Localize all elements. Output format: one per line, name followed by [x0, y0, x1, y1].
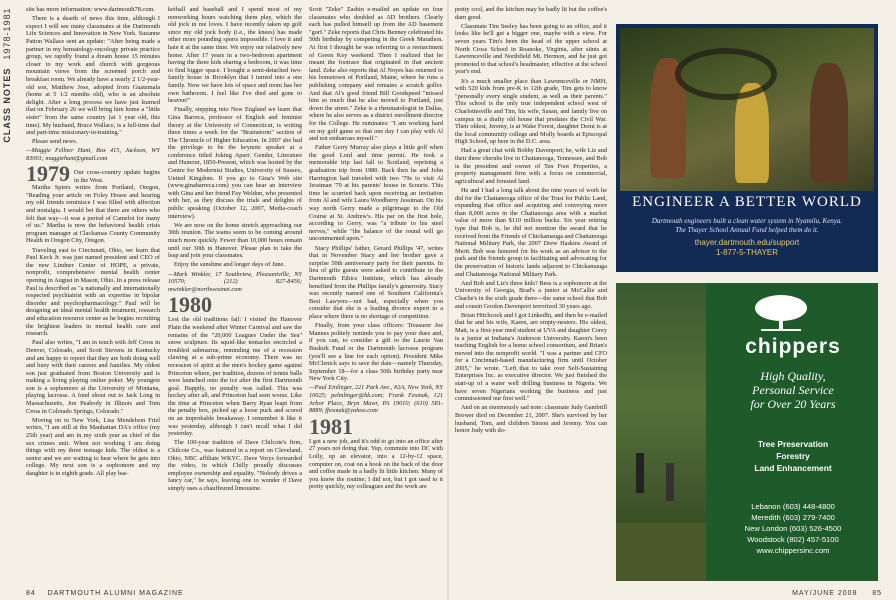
paragraph: Finally, from your class officers: Treasurer Joe Mannes politely reminds you to pay your dues and, if you can, to consider a gift to the Laurie Van Buskirk Fund or the Dartmouth lacrosse program (you'll see a line for each option). President Mike McClenick says to save the date—namely Thursday, September 18—for a class 50th birthday party near New York City. — [309, 322, 443, 383]
ad-subtext — [616, 217, 878, 235]
paragraph: Finally, stepping into New England we learn that Gina Barreca, professor of English and feminist theory at the University of Connecticut, is writing three times a week for the "Brainstorm" section of The Chronicle of Higher Education. In 2007 she had the privilege to be the keynote speaker at a conference titled Joking Apart: Gender, Literature and Humour, 1850-Present, which was hosted by the Centre for Modernist Studies, University of Sussex, United Kingdom. If you go to Gina's Web site (www.ginabarreca.com) you can hear an interview with Gina and her friend Fay Weldon, who presented with her, as they discuss the trials and delights of public speaking (October 12, 2007, Media-coach interview). — [168, 106, 302, 220]
phone-line: Lebanon (603) 448-4800 — [751, 502, 835, 511]
paragraph: Traveling east to Cincinnati, Ohio, we learn that Paul Keck Jr. was just named president and CEO of the new Lindner Center of HOPE, a private, nonprofit, comprehensive mental health center opening in August in Mason, Ohio. In a press release Paul is described as "a nationally and internationally respected psychiatrist with an expertise in bipolar disorder and psychopharmacology." Paul will be designing an ideal mental health treatment, research and education resource center as he begins recruiting the brightest leaders in mental health care and research. — [26, 246, 160, 338]
paragraph: Brian Hitchcock and I got LinkedIn, and then he e-mailed that he and his wife, Karen, are empty-nesters. His oldest, Matt, is a first-year med student at UVA and daughter Corey is a junior at Indiana's Anderson University. Karen's been teaching English for a home school consortium, and Brian's moved into the nonprofit world. "I was a partner and CFO for a Cincinnati-based manufacturing firm until October 2005," he wrote. "Left that to take over Self-Sustaining Enterprises Inc. as executive director. We just finished the start-up of a water well drilling business in Nigeria. We have seven Nigerians working the business and just commissioned our first well." — [455, 311, 607, 403]
spine — [0, 0, 22, 600]
paragraph: pretty cool, and the kitchen may be badly lit but the coffee's darn good. — [455, 6, 607, 21]
paragraph: And on an enormously sad note: classmate Judy Gambrill Brower died on December 21, 2007. She's survived by her husband, Tom, and children Simon and Jeremy. You can honor Judy with do- — [455, 404, 607, 435]
ad-brand: chippers — [745, 335, 841, 358]
signature: —Maggie Fellner Hunt, Box 415, Jackson, WY 83001; maggiehunt@gmail.com — [26, 147, 160, 163]
service-item: Tree Preservation — [757, 439, 829, 449]
ad-phone: 1-877-5-THAYER — [715, 248, 779, 257]
ad-headline: ENGINEER A BETTER WORLD — [632, 194, 862, 210]
ad-services — [708, 438, 878, 474]
phone-line: Meredith (603) 279-7400 — [751, 513, 835, 522]
magazine-title: DARTMOUTH ALUMNI MAGAZINE — [47, 590, 184, 597]
tree-logo-icon — [751, 293, 811, 333]
page-gutter — [447, 0, 449, 600]
ad-url-link[interactable]: thayer.dartmouth.edu/support — [694, 238, 800, 247]
service-item: Land Enhancement — [754, 463, 832, 473]
year-range: 1978-1981 — [2, 8, 12, 61]
issue-date: MAY/JUNE 2008 — [792, 590, 858, 597]
service-item: Forestry — [776, 451, 810, 461]
ad-contact[interactable] — [616, 238, 878, 258]
paragraph: Paul also writes, "I am in touch with Jeff Cross in Denver, Colorado, and Scott Stevens in Kentucky and am happy to report that they are both doing well and busy with their careers and families. My oldest son just graduated from Boston University and is making a living playing online poker. My youngest son is a sophomore at the University of Montana, playing lacrosse. A fond shout out to Jack Long in Massachusetts, Jon Peabody in Illinois and Tom Cross in Colorado Springs, Colorado." — [26, 339, 160, 415]
page-number: 84 — [26, 590, 36, 597]
thayer-ad[interactable] — [616, 24, 878, 272]
paragraph: Enjoy the sunshine and longer days of June. — [174, 261, 285, 269]
paragraph: site has more information: www.dartmouth78.com. — [26, 6, 155, 13]
tagline-line: High Quality, — [760, 369, 826, 383]
footer-right — [792, 590, 882, 597]
phone-line: Woodstock (802) 457-5100 — [747, 535, 839, 544]
class-year-heading — [26, 161, 160, 187]
ad-subtext-line: The Thayer School Annual Fund helped them do it. — [675, 226, 819, 234]
class-year: 1981 — [309, 413, 353, 439]
paragraph: He and I had a long talk about the nine years of work he did for the Chattanooga office of the Trust for Public Land, expanding that office and acquiring and conveying more than 8,000 acres in the Chattanooga area with a market value of more than $110 million bucks. Six year retiring type that Bob is, he did not mention the award that he received from the Friends of Chickamauga and Chattanooga National Military Park, the 2007 Drew Haskins Award of Merit. Bob was honored for his work as an advisor to the park and the friends group in facilitating and advocating for the preservation of historic lands adjacent to Chickamauga and Chattanooga National Military Park. — [455, 187, 607, 278]
spine-label — [2, 8, 18, 143]
ad-subtext-line: Dartmouth engineers built a clean water system in Nyamilu, Kenya. — [651, 217, 843, 225]
paragraph: And Bob and Liz's three kids? Bess is a sophomore at the University of Georgia, Brad's a junior at McCallie and Charlie's in the sixth grade there—the same school that Bob and cousin Gordon Davenport terrorized 30 years ago. — [455, 279, 607, 310]
paragraph: The 100-year tradition of Dave Chilcote's firm, Chilcote Co., was featured in a report on Cleveland, Ohio, NBC affiliate WKYC. Dave Vorys forwarded the video, in which Chilly proudly discusses employee ownership and equality. "Nobody drives a fancy car," he says, leaving one to wonder if Dave simply uses a chauffeured limousine. — [168, 439, 302, 492]
ad-photo — [620, 28, 874, 191]
paragraph: Stacy Phillips' father, Gerard Phillips '47, writes that in November Stacy and her brother gave a surprise 50th anniversary party for their parents. In lieu of gifts guests were asked to contribute to the Dartmouth Ethics Institute, which has already benefited from the Phillips family's generosity. Stacy was recently named one of Southern California's Best Lawyers—not bad, especially when you consider that she is a leading divorce expert in a place where there is no shortage of competition. — [309, 244, 443, 320]
ad-tagline — [708, 369, 878, 411]
paragraph: Classmate Tim Seeley has been going to an office, and it looks like he'll get a bigger one, maybe with a view. For seven years Tim's been the head of the upper school at North Cross School in Roanoke, Virginia, after stints at Lawrenceville and Northfield Mt. Hermon, and he just got promoted to that school's headmaster, effective at the school year's end. — [455, 22, 607, 76]
class-intro: Lest the old traditions fail: I visited the Hanover Plain the weekend after Winter Carnival and saw the remains of the "20,000 Leagues Under the Sea" snow sculpture. Its squid-like tentacles encircled a troubled submarine, reminding me of a recession clawing at a sub-prime economy. There was no recession of spirit at the men's hockey game against Princeton where, per tradition, dozens of tennis balls were launched onto the ice after the first Dartmouth goal. Happily, no penalty was called. This was hockey after all, and Princeton had seen worse. Like the time at Princeton when Barry Ryan leapt from the penalty box, picked up a loose puck and scored on an improbable breakaway. I remember it like it was yesterday, although I can't recall what I did yesterday. — [168, 316, 302, 438]
signature: —Mark Winkler, 17 Southview, Pleasantville, NY 10570; (212) 827-8456; mwinkler@northwestnet.com — [168, 270, 302, 293]
footer-left — [26, 590, 184, 597]
ad-url-link[interactable]: www.chippersinc.com — [756, 546, 830, 555]
paragraph: Please send news. — [32, 138, 78, 146]
paragraph: Had a great chat with Bobby Davenport; he, wife Liz and their three cherubs live in Chattanooga, Tennessee, and Bob is the president and owner of Ten Foot Properties, a property management firm with a focus on commercial, agricultural and forested land. — [455, 147, 607, 185]
ad-photo — [616, 283, 706, 581]
class-year: 1979 — [26, 161, 70, 187]
paragraph: Scott "Zeke" Zashin e-mailed an update on four classmates who doubled as AD brothers. Clearly each has pulled himself up from the AD basement "gorf." Zeke reports that Chris Benney celebrated his 50th birthday by competing in the Greek Marathon. At first I thought he was referring to a reenactment of Green Key weekend. Then I realized that he meant the footrace that originated in that ancient land. Zeke also reports that Al Noyes has returned to his hometown of Portland, Maine, where he runs a publishing company and remains a scratch golfer. And that Al's good friend Bill Goodspeed "missed him so much that he also moved to Portland, just down the street." Zeke is a rheumatologist in Dallas, where he also serves as a district enrollment director for the College. He ruminates: "I am working hard on my golf game so that one day I can play with Al and not embarrass myself." — [309, 6, 443, 143]
paragraph: Father Gerry Murray also plays a little golf when the good Lord and time permit. He took a memorable trip last fall to Scotland, reprising a graduation trip from 1980. Back then he and John Harrington had traveled with two '79s to visit Al Jessiman '79 at his parents' house in Scourie. This time he scurried back upon receiving an invitation from Al and wife Laura Woodberry Jessiman. On his way north Gerry made a pilgrimage to the Old Course at St. Andrew's. His par on the first hole, according to Gerry, was "a tribute to his steel nerves," while "the balance of the round will go uncommented upon." — [309, 144, 443, 243]
column-4 — [455, 6, 607, 576]
tagline-line: Personal Service — [752, 383, 834, 397]
paragraph: ketball and baseball and I spend most of my nonworking hours watching them play, which the old jock in me loves. I have recently taken up golf since my old jock body (i.e., the knees) has made other more pounding sports impossible. I love it and hate it at the same time. We enjoy our relatively new home. After 17 years in a two-bedroom apartment having the three kids sharing a bedroom, it was time to find bigger space. I bought a semi-detached two-family house in Brooklyn that I turned into a one family. Now we have lots of space and mom has her own bathroom. I feel like I've died and gone to heaven!" — [168, 6, 302, 105]
class-intro: Our cross-country update begins in the West. — [74, 169, 160, 184]
paragraph: We are now on the home stretch approaching our 30th reunion. The teams seem to be coming around much more quickly. Fewer than 10,000 hours remain until our 30th in Hanover. Please plan to take the leap and join your classmates. — [168, 221, 302, 260]
tagline-line: for Over 20 Years — [750, 397, 836, 411]
page-number: 85 — [872, 590, 882, 597]
column-3 — [309, 6, 443, 576]
signature: —Paul Einlinger, 221 Park Ave., #2A, New York, NY 10025; pelmlinger@hk.com; Frank Fesmak, 121 Arbor Place, Bryn Mawr, PA 19010; (610) 581-8889; ffesmak@yahoo.com — [309, 384, 443, 415]
class-year: 1980 — [168, 292, 212, 318]
ad-phones — [708, 501, 878, 556]
column-2 — [168, 6, 302, 576]
class-intro: I got a new job, and it's odd to go into an office after 27 years not doing that. Yup, commute into DC with Lolly, up an elevator, into a 12-by-12 space, computer on, coat on a hook on the back of the door and coffee made in a badly lit little kitchen. Many of you know the routine; I did not, but I got used to it pretty quickly, my colleagues and the work are — [309, 437, 443, 491]
phone-line: New London (603) 526-4500 — [744, 524, 842, 533]
paragraph: It's a much smaller place than Lawrenceville or NMH, with 520 kids from pre-K to 12th grade, Tim gets to know "personally every single student, as well as their parents." This school is the only true independent school west of Charlottesville and Tim, his wife, Susan, and family live on campus in a drafty old house that predates the Civil War. Their oldest, Jeremy, is at Wake Forest, daughter Demi is at the local community college and Molly boards at Episcopal High School, up here in the D.C. area. — [455, 77, 607, 146]
paragraph: There is a dearth of news this time, although I expect I will see many classmates at the Dartmouth Life Sciences and Innovation in New York. Suzanne Patton Wallace sent an update: "After being made a partner in my hematology-oncology private practice group, we rapidly found a dream house 15 minutes closer to my work and church with gorgeous mountain views from the screened porch and breakfast room. We already have a nearly 2 1/2-year-old son, Matthew Jose, adopted from Guatemala (home at 5 1/2 months old), who is an absolute delight. After a long process we have just learned that on February 26 we will bring him home a "little sister" from the same country (at 1 year old, this time). My husband, Bruce Wallace, is a full-time dad and part-time missionary-in-training." — [26, 15, 160, 137]
column-1 — [26, 6, 160, 576]
chippers-ad[interactable] — [616, 283, 878, 581]
paragraph: Moving on to New York, Lisa Mendelson Friel writes, "I am still at the Manhattan DA's office (my 25th year) and am in my sixth year as chief of the sex crimes unit. When not working I am doing things with my three teenage kids. The oldest is a senior and we are waiting to hear where he gets into college. My next son is a sophomore and my daughter is in eighth grade. All play bas- — [26, 416, 160, 477]
paragraph: Martha Spiers writes from Portland, Oregon, "Reading your article on Foley House and hearing my old friends reminisce I was filled with affection and nostalgia. I would bet that there are others who felt that way—it was a period of Camelot for many of us." Martha is now the behavioral health crisis program manager at Clackamas County Community Health in Oregon City, Oregon. — [26, 184, 160, 245]
section-title: CLASS NOTES — [2, 67, 12, 143]
